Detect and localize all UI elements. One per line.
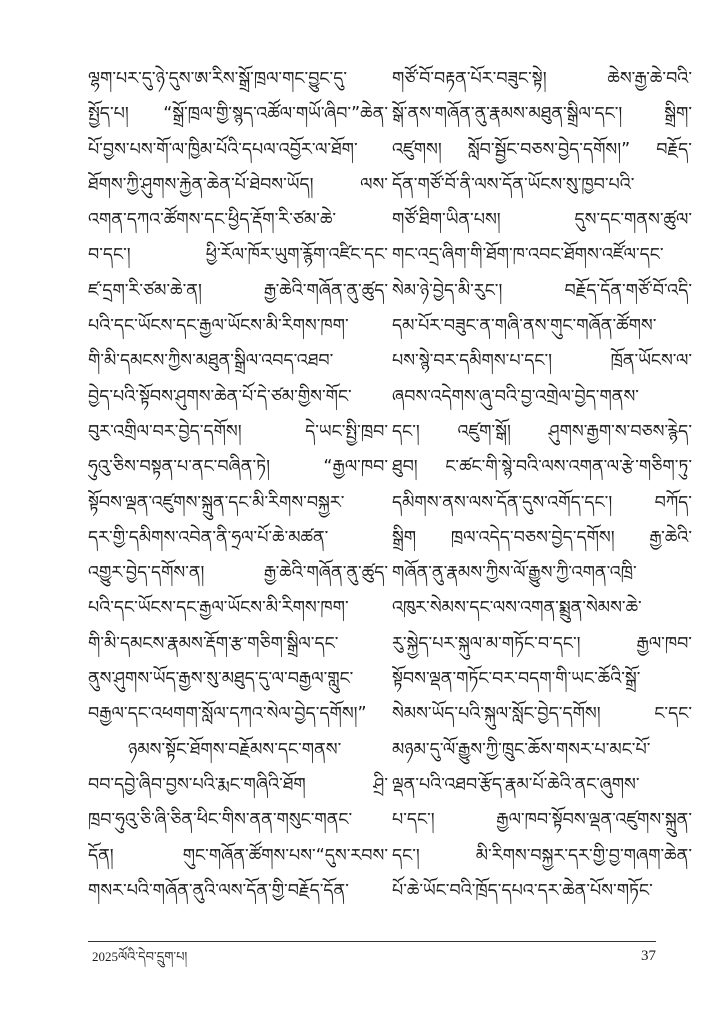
text-line: དང་། འཛུག་སྒོ། ཤུགས་རྒྱག་ས་བཅས་རྙེད་ — [392, 421, 692, 442]
text-line: བ་དང་། ཕྱི་རོལ་ཁོར་ཡུག་རྙོག་འཛིང་དང་ — [88, 245, 388, 266]
text-line: སེམས་ཡོད་པའི་སྐུལ་སློང་བྱེད་དགོས། ང་དང་ — [392, 704, 692, 725]
text-line: པའི་དང་ཡོངས་དང་རྒྱལ་ཡོངས་མི་རིགས་ཁག་ — [88, 598, 349, 619]
text-line: འཛུགས། སློབ་སྦྱོང་བཅས་བྱེད་དགོས།” བརྗོད་ — [392, 139, 692, 160]
text-line: གང་འདྲ་ཞིག་གི་ཐོག་ཁ་འབང་ཐོགས་འཛོལ་དང་ — [392, 245, 664, 266]
text-line: བརྒྱལ་དང་འཕགག་སློལ་དཀའ་སེལ་བྱེད་དགོས།” — [88, 704, 367, 725]
text-line: ཧུའུ་ཅིས་བསྟན་པ་ནང་བཞིན་ཏེ། “རྒྱལ་ཁབ་ — [88, 457, 388, 478]
text-line: གི་མི་དམངས་རྣམས་རྡོག་རྩ་གཅིག་སྒྲིལ་དང་ — [88, 633, 339, 654]
right-text-column — [392, 62, 692, 909]
text-line: བབ་དབྱེ་ཞིབ་བྱས་པའི་རྨང་གཞིའི་ཐོག ཤྲི་ — [88, 774, 388, 795]
text-line: པ་དང་། རྒྱལ་ཁབ་སྟོབས་ལྡན་འཛུགས་སྐྲུན་ — [392, 810, 692, 831]
text-line: ལྡན་པའི་འཐབ་རྩོད་རྣམ་པོ་ཆེའི་ནང་ཞུགས་ — [392, 774, 640, 795]
text-line: ཐུབ། ང་ཚང་གི་སྙེ་བའི་ལས་འགན་ལ་རྩེ་གཅིག་ཏུ་ — [392, 457, 692, 478]
left-text-column — [88, 62, 388, 909]
text-line: གཙོ་ཐིག་ཡིན་པས། དུས་དང་གནས་ཚུལ་ — [392, 210, 692, 231]
text-line: ཞབས་འདེགས་ཞུ་བའི་བྱ་འགྲེལ་བྱེད་གནས་ — [392, 386, 639, 407]
text-line: གཙོ་བོ་བརྟན་པོར་བཟུང་སྟེ། ཆེས་རྒྱ་ཆེ་བའི་ — [392, 69, 692, 89]
text-line: དོན་གཙོ་བོ་ནི་ལས་དོན་ཡོངས་སུ་ཁྱབ་པའི་ — [392, 174, 635, 195]
text-line: ཁྲབ་ཧུའུ་ཅི་ཞི་ཅིན་ཕིང་གིས་ནན་གསུང་གནང་ — [88, 810, 353, 831]
page-number: 37 — [641, 948, 656, 964]
text-line: དམིགས་ནས་ལས་དོན་དུས་འགོད་དང་། བཀོད་ — [392, 492, 692, 513]
text-line: དམ་པོར་བཟུང་ན་གཞི་ནས་གུང་གཞོན་ཚོགས་ — [392, 316, 657, 337]
text-line: ནུས་ཤུགས་ཡོད་རྒྱས་སུ་མཐུད་དུ་ལ་བརྒྱལ་གླུང་ — [88, 669, 354, 690]
text-line: རུ་སྐྱེད་པར་སྐུལ་མ་གཏོང་བ་དང་། རྒྱལ་ཁབ་ — [392, 633, 692, 654]
text-line: བྱེད་པའི་སྟོབས་ཤུགས་ཆེན་པོ་དེ་ཙམ་གྱིས་གོང་ — [88, 386, 352, 407]
text-line: ལྷག་པར་དུ་ཉེ་དུས་ཨ་རིས་སྒྲོ་ཁྲལ་གང་བྱུང་དུ་ — [88, 69, 347, 89]
text-line: པས་སྙེ་བར་དམིགས་པ་དང་། ཁྲོན་ཡོངས་ལ་ — [392, 351, 692, 372]
text-line: དོན། གུང་གཞོན་ཚོགས་པས་“དུས་རབས་ — [88, 845, 388, 866]
text-line: ཛ་དྲག་རི་ཙམ་ཆེ་ན། རྒྱ་ཆེའི་གཞོན་ནུ་ཚུད་ — [88, 280, 388, 301]
text-line: པོ་བྱས་པས་གོ་ལ་ཁྱིམ་པོའི་དཔལ་འབྱོར་ལ་ཐོག་ — [88, 139, 358, 160]
text-line: སྒྲིག ཁྲལ་འདེད་བཅས་བྱེད་དགོས། རྒྱ་ཆེའི་ — [392, 527, 692, 548]
text-line: མཉམ་དུ་ལོ་རྒྱུས་ཀྱི་ཁྲུང་ཆོས་གསར་པ་མང་པོ་ — [392, 739, 651, 760]
text-line: སྤྱོད་པ། “སྒྲོ་ཁྲལ་གྱི་སྙད་འཚོལ་གཡོ་ཞིབ་”ཆེན་ — [88, 104, 388, 125]
text-line: གི་མི་དམངས་ཀྱིས་མཐུན་སྒྲིལ་འབད་འཐབ་ — [88, 351, 334, 372]
text-line: སྟོབས་ལྡན་གཏོང་བར་བདག་གི་ཡང་ཆོའི་སྒྲོ་ — [392, 669, 641, 690]
text-line: པོ་ཆེ་ཡོང་བའི་ཁྲོད་དཔའ་དར་ཆེན་པོས་གཏོང་ — [392, 880, 653, 901]
text-line: འགྱུར་བྱེད་དགོས་ན། རྒྱ་ཆེའི་གཞོན་ནུ་ཚུད་ — [88, 563, 388, 584]
text-line: ཉམས་སྟོང་ཐོགས་བརྗོམས་དང་གནས་ — [128, 739, 342, 760]
text-line: གཞོན་ནུ་རྣམས་ཀྱིས་ལོ་རྒྱུས་ཀྱི་འགན་འཁྲི་ — [392, 563, 637, 584]
text-line: འགན་དཀའ་ཚོགས་དང་ཕྱིད་རྡོག་རི་ཙམ་ཆེ་ — [88, 210, 337, 231]
footer-issue-label: 2025ལོའི་དེབ་དྲུག་པ། — [92, 949, 188, 964]
text-line: སྟོབས་ལྡན་འཛུགས་སྐྲུན་དང་མི་རིགས་བསྐྱར་ — [88, 492, 345, 513]
text-line: ཐོགས་ཀྱི་ཤུགས་རྐྱེན་ཆེན་པོ་ཐེབས་ཡོད། ལས་ — [88, 174, 388, 195]
text-line: བུར་འགྲིལ་བར་བྱེད་དགོས། དེ་ཡང་སྤྱི་ཁྲབ་ — [88, 421, 388, 442]
text-line: པའི་དང་ཡོངས་དང་རྒྱལ་ཡོངས་མི་རིགས་ཁག་ — [88, 316, 349, 337]
text-line: སེམ་ཉེ་བྱེད་མི་རུང་། བརྗོད་དོན་གཙོ་བོ་འདི་ — [392, 280, 692, 301]
text-line: དང་། མི་རིགས་བསྐྱར་དར་གྱི་བྱ་གཞག་ཆེན་ — [392, 845, 692, 866]
footer-divider — [88, 941, 656, 942]
text-line: སྒོ་ནས་གཞོན་ནུ་རྣམས་མཐུན་སྒྲིལ་དང་། སྒྲིག་ — [392, 104, 692, 125]
text-line: དར་གྱི་དམིགས་འབེན་ནི་ཧྲལ་པོ་ཆེ་མཚན་ — [88, 527, 329, 548]
text-line: འཁུར་སེམས་དང་ལས་འགན་སྨྲུན་སེམས་ཆེ་ — [392, 598, 642, 619]
text-line: གསར་པའི་གཞོན་ནུའི་ལས་དོན་གྱི་བརྗོད་དོན་ — [88, 880, 349, 901]
